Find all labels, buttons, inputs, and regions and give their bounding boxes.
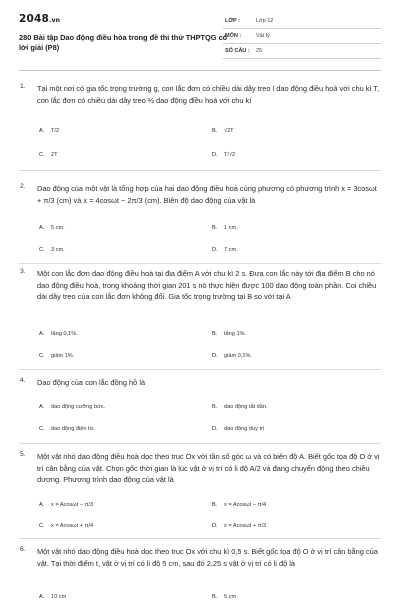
question-text: Một vật nhỏ dao động điều hoà dọc theo trục Ox với tần số góc ω và có biên độ A. Biết gốc tọa độ O ở vị trí cân bằng của vật. Chọn gốc thời gian là lúc vật ở vị trí có li độ A/2 và đang chuyển động theo chiều dương. Phương trình dao động của vật là — [37, 452, 380, 485]
option-label: A. — [39, 404, 45, 410]
option-c[interactable] — [39, 247, 65, 253]
option-c[interactable] — [39, 152, 58, 158]
option-text: dao động cưỡng bức. — [51, 404, 106, 410]
logo-suffix: .vn — [49, 17, 61, 24]
option-text: T/√2 — [224, 152, 236, 158]
meta-value: 25 — [256, 48, 263, 54]
option-c[interactable] — [39, 523, 93, 529]
option-text: 10 cm — [51, 594, 67, 600]
option-b[interactable] — [212, 331, 246, 337]
option-text: x = Acosωt − π/4 — [224, 502, 267, 508]
option-label: B. — [212, 502, 218, 508]
question-text: Một vật nhỏ dao động điều hoà dọc theo trục Ox với chu kì 0,5 s. Biết gốc tọa độ O ở vị trí cân bằng của vật. Tại thời điểm t, vật ở vị trí có li độ 5 cm, sau đó 2,25 s vật ở vị trí có li độ là — [37, 547, 378, 568]
option-label: B. — [212, 331, 218, 337]
option-label: B. — [212, 594, 218, 600]
option-d[interactable] — [212, 247, 238, 253]
meta-value: Vật lý — [256, 33, 270, 39]
option-label: B. — [212, 404, 218, 410]
document-header — [0, 0, 400, 70]
question-separator — [19, 369, 381, 370]
option-label: D. — [212, 523, 218, 529]
question-number: 6. — [20, 546, 26, 553]
meta-info-box — [223, 14, 381, 59]
option-text: giảm 0,1%. — [224, 353, 252, 359]
option-a[interactable] — [39, 225, 65, 231]
option-text: 5 cm — [224, 594, 237, 600]
question-separator — [19, 443, 381, 444]
option-text: dao động tắt dần. — [224, 404, 268, 410]
option-a[interactable] — [39, 331, 78, 337]
option-text: 3 cm. — [51, 247, 65, 253]
option-b[interactable] — [212, 404, 268, 410]
header-divider — [19, 70, 381, 71]
option-b[interactable] — [212, 128, 234, 134]
option-text: 7 cm. — [224, 247, 238, 253]
question-separator — [19, 170, 381, 171]
question-number: 1. — [20, 83, 26, 90]
question-separator — [19, 263, 381, 264]
option-a[interactable] — [39, 502, 93, 508]
logo-text: 2048 — [19, 13, 50, 25]
option-label: D. — [212, 152, 218, 158]
question-number: 2. — [20, 183, 26, 190]
question-separator — [19, 538, 381, 539]
option-text: √2T — [224, 128, 234, 134]
meta-key: MÔN : — [225, 33, 242, 39]
option-label: D. — [212, 247, 218, 253]
option-a[interactable] — [39, 404, 105, 410]
option-c[interactable] — [39, 426, 95, 432]
document-title: 280 Bài tập Dao động điều hòa trong đề thi thử THPTQG có lời giải (P8) — [19, 33, 228, 52]
option-a[interactable] — [39, 128, 59, 134]
option-b[interactable] — [212, 225, 238, 231]
question-text: Dao động của con lắc đồng hồ là — [37, 378, 146, 387]
option-text: 1 cm. — [224, 225, 238, 231]
meta-row-subject — [223, 29, 381, 44]
option-label: D. — [212, 426, 218, 432]
question-number: 3. — [20, 268, 26, 275]
option-label: A. — [39, 128, 45, 134]
option-label: D. — [212, 353, 218, 359]
meta-key: LỚP : — [225, 18, 240, 24]
question-text: Dao động của một vật là tổng hợp của hai dao động điều hoà cùng phương có phương trình x = 3cosωt + π/3 (cm) và x = 4cosωt − 2π/3 (cm). Biên độ dao động của vật là — [37, 184, 377, 205]
option-text: dao động duy trì — [224, 426, 265, 432]
meta-row-class — [223, 14, 381, 29]
option-text: tăng 1%. — [224, 331, 247, 337]
option-label: A. — [39, 331, 45, 337]
option-label: C. — [39, 523, 45, 529]
option-label: B. — [212, 128, 218, 134]
option-c[interactable] — [39, 353, 74, 359]
question-number: 4. — [20, 377, 26, 384]
option-text: x = Acosωt + π/4 — [51, 523, 94, 529]
option-d[interactable] — [212, 152, 235, 158]
option-label: B. — [212, 225, 218, 231]
option-b[interactable] — [212, 502, 266, 508]
option-text: x = Acosωt − π/3 — [51, 502, 94, 508]
option-a[interactable] — [39, 594, 66, 600]
option-label: C. — [39, 152, 45, 158]
question-text: Một con lắc đơn dao động điều hoà tại địa điểm A với chu kì 2 s. Đưa con lắc này tới địa điểm B cho nó dao động điều hoà, trong khoảng thời gian 201 s nó thực hiện được 100 dao động toàn phần. Coi chiều dài dây treo của con lắc đơn không đổi. Gia tốc trọng trường tại B so với tại A — [37, 269, 377, 302]
site-logo[interactable] — [19, 13, 60, 25]
option-text: tăng 0,1%. — [51, 331, 78, 337]
option-d[interactable] — [212, 426, 264, 432]
option-label: C. — [39, 426, 45, 432]
option-text: giảm 1%. — [51, 353, 75, 359]
question-text: Tại một nơi có gia tốc trọng trường g, con lắc đơn có chiều dài dây treo l dao động điều hoà với chu kì T, con lắc đơn có chiều dài dây treo ½ dao động điều hoà với chu kì — [37, 84, 380, 105]
option-text: dao động điện từ. — [51, 426, 95, 432]
option-text: 2T — [51, 152, 58, 158]
option-label: C. — [39, 353, 45, 359]
option-text: T/2 — [51, 128, 60, 134]
option-label: A. — [39, 594, 45, 600]
option-label: A. — [39, 225, 45, 231]
option-text: 5 cm. — [51, 225, 65, 231]
option-label: A. — [39, 502, 45, 508]
meta-value: Lớp 12 — [256, 18, 274, 24]
question-number: 5. — [20, 451, 26, 458]
option-text: x = Acosωt + π/3 — [224, 523, 267, 529]
meta-key: SỐ CÂU : — [225, 48, 250, 54]
option-label: C. — [39, 247, 45, 253]
option-d[interactable] — [212, 523, 266, 529]
option-d[interactable] — [212, 353, 252, 359]
meta-row-count — [223, 44, 381, 59]
option-b[interactable] — [212, 594, 236, 600]
